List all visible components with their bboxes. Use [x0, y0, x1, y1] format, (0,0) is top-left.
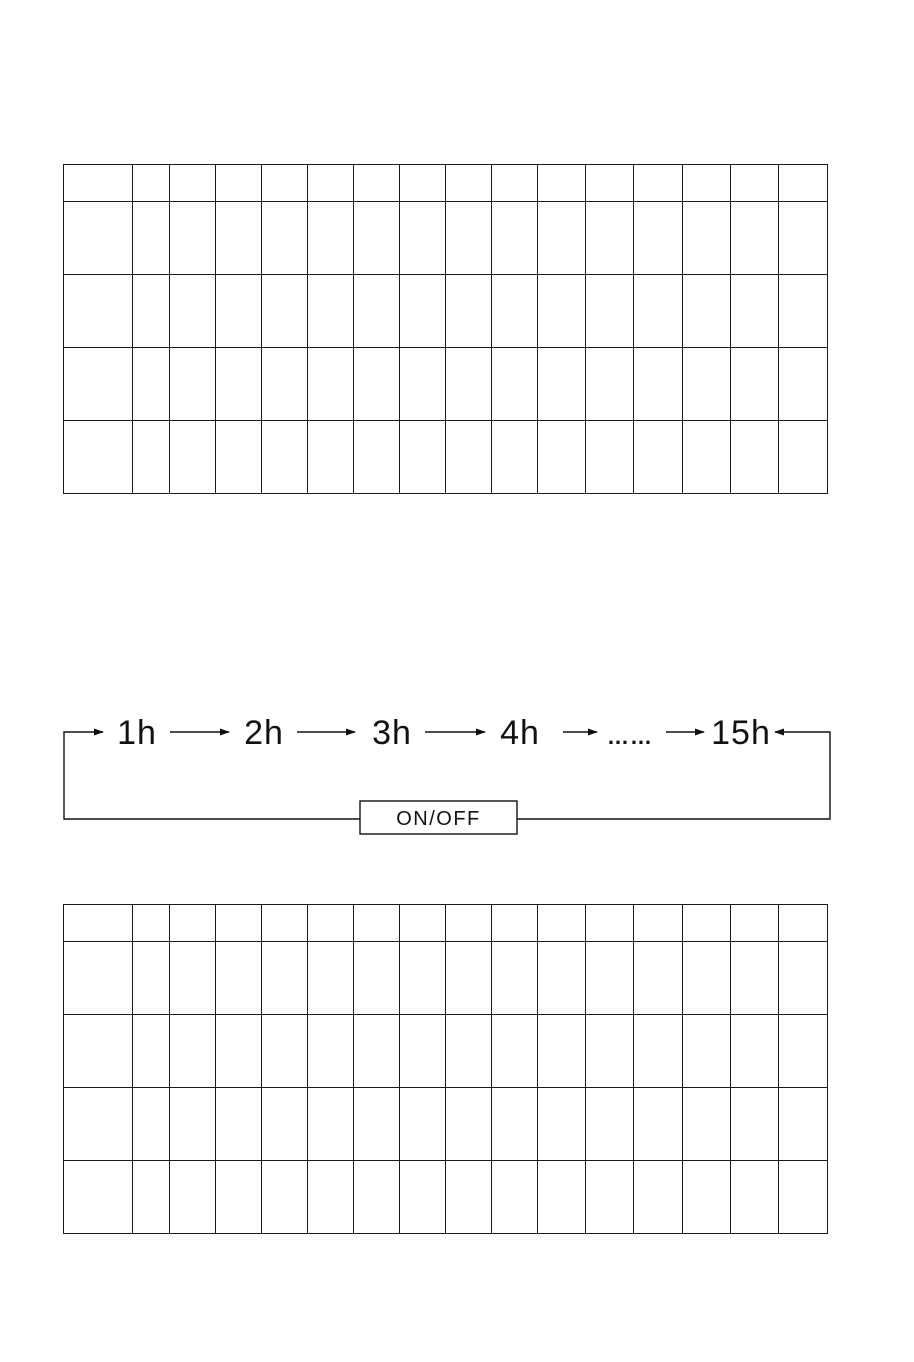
table-cell	[354, 421, 400, 494]
table-cell	[586, 275, 634, 348]
table-cell	[683, 1088, 731, 1161]
table-cell	[308, 1161, 354, 1234]
table-cell	[64, 1161, 133, 1234]
table-cell	[446, 275, 492, 348]
table-cell	[400, 275, 446, 348]
table-cell	[538, 1088, 586, 1161]
table-cell	[400, 1015, 446, 1088]
table-cell	[262, 905, 308, 942]
table-cell	[683, 348, 731, 421]
table-cell	[492, 421, 538, 494]
table-header-row	[64, 165, 828, 202]
table-cell	[634, 348, 683, 421]
table-cell	[446, 905, 492, 942]
table-cell	[492, 202, 538, 275]
table-cell	[262, 1088, 308, 1161]
table-row	[64, 421, 828, 494]
table-cell	[133, 1161, 170, 1234]
table-cell	[170, 165, 216, 202]
table-cell	[216, 1088, 262, 1161]
table-row	[64, 1015, 828, 1088]
table-cell	[492, 1015, 538, 1088]
table-cell	[308, 348, 354, 421]
table-cell	[354, 905, 400, 942]
table-cell	[683, 942, 731, 1015]
table-cell	[133, 165, 170, 202]
table-cell	[492, 165, 538, 202]
table-cell	[731, 202, 779, 275]
table-cell	[779, 1015, 828, 1088]
table-cell	[538, 905, 586, 942]
table-cell	[538, 1161, 586, 1234]
table-cell	[262, 348, 308, 421]
step-label-ellipsis: ……	[607, 724, 653, 749]
table-cell	[586, 905, 634, 942]
table-cell	[634, 942, 683, 1015]
table-cell	[446, 202, 492, 275]
table-cell	[64, 421, 133, 494]
table-cell	[262, 942, 308, 1015]
loop-line-right	[517, 732, 830, 819]
table-cell	[133, 905, 170, 942]
table-cell	[634, 421, 683, 494]
table-cell	[779, 348, 828, 421]
table-cell	[308, 1088, 354, 1161]
table-cell	[492, 1088, 538, 1161]
table-cell	[731, 1015, 779, 1088]
table-cell	[400, 1161, 446, 1234]
table-cell	[634, 905, 683, 942]
table-cell	[731, 1161, 779, 1234]
table-cell	[64, 275, 133, 348]
table-cell	[262, 1161, 308, 1234]
timer-cycle-diagram	[0, 700, 914, 850]
table-cell	[683, 421, 731, 494]
table-cell	[170, 1015, 216, 1088]
table-cell	[586, 165, 634, 202]
table-cell	[683, 275, 731, 348]
table-cell	[586, 942, 634, 1015]
table-cell	[538, 421, 586, 494]
table-cell	[538, 942, 586, 1015]
table-cell	[262, 202, 308, 275]
table-row	[64, 1088, 828, 1161]
table-cell	[400, 421, 446, 494]
table-cell	[634, 165, 683, 202]
table-cell	[216, 275, 262, 348]
grid-table-top	[63, 164, 828, 494]
table-cell	[492, 275, 538, 348]
table-cell	[170, 421, 216, 494]
table-row	[64, 1161, 828, 1234]
table-cell	[683, 165, 731, 202]
table-cell	[683, 1015, 731, 1088]
table-cell	[400, 1088, 446, 1161]
table-cell	[586, 1088, 634, 1161]
table-cell	[586, 202, 634, 275]
table-cell	[354, 942, 400, 1015]
step-label-2h: 2h	[244, 714, 284, 752]
table-cell	[446, 1161, 492, 1234]
table-cell	[634, 1088, 683, 1161]
table-cell	[170, 1161, 216, 1234]
table-cell	[64, 942, 133, 1015]
table-cell	[446, 942, 492, 1015]
table-cell	[308, 202, 354, 275]
on-off-button-label: ON/OFF	[396, 808, 481, 830]
step-label-1h: 1h	[117, 714, 157, 752]
table-cell	[400, 165, 446, 202]
table-row	[64, 202, 828, 275]
table-cell	[216, 165, 262, 202]
table-header-row	[64, 905, 828, 942]
table-cell	[308, 165, 354, 202]
grid-table-bottom	[63, 904, 828, 1234]
table-cell	[492, 1161, 538, 1234]
table-cell	[354, 1161, 400, 1234]
table-cell	[262, 165, 308, 202]
table-cell	[538, 348, 586, 421]
table-cell	[779, 421, 828, 494]
table-cell	[634, 1015, 683, 1088]
table-cell	[354, 165, 400, 202]
table-cell	[400, 348, 446, 421]
table-cell	[354, 275, 400, 348]
table-row	[64, 275, 828, 348]
loop-line-left	[64, 732, 360, 819]
table-cell	[731, 165, 779, 202]
table-cell	[170, 942, 216, 1015]
table-row	[64, 942, 828, 1015]
table-cell	[170, 275, 216, 348]
table-cell	[492, 348, 538, 421]
on-off-button[interactable]	[360, 801, 517, 834]
table-cell	[170, 905, 216, 942]
table-cell	[683, 1161, 731, 1234]
table-cell	[133, 202, 170, 275]
table-cell	[64, 165, 133, 202]
table-cell	[133, 348, 170, 421]
table-cell	[586, 348, 634, 421]
table-cell	[779, 202, 828, 275]
table-cell	[64, 348, 133, 421]
table-cell	[779, 942, 828, 1015]
table-cell	[492, 905, 538, 942]
table-cell	[308, 942, 354, 1015]
table-cell	[133, 1015, 170, 1088]
table-cell	[308, 905, 354, 942]
table-cell	[64, 905, 133, 942]
table-cell	[779, 1088, 828, 1161]
table-cell	[64, 1088, 133, 1161]
table-row	[64, 348, 828, 421]
table-cell	[308, 421, 354, 494]
table-cell	[170, 348, 216, 421]
table-cell	[731, 942, 779, 1015]
table-cell	[400, 202, 446, 275]
table-cell	[446, 421, 492, 494]
table-cell	[308, 275, 354, 348]
table-cell	[446, 165, 492, 202]
table-cell	[634, 202, 683, 275]
table-cell	[216, 905, 262, 942]
table-cell	[634, 275, 683, 348]
table-cell	[779, 165, 828, 202]
table-cell	[133, 1088, 170, 1161]
table-cell	[354, 348, 400, 421]
table-cell	[216, 202, 262, 275]
table-cell	[586, 1015, 634, 1088]
table-cell	[492, 942, 538, 1015]
step-label-3h: 3h	[372, 714, 412, 752]
table-cell	[216, 1161, 262, 1234]
step-label-15h: 15h	[711, 714, 771, 752]
table-cell	[634, 1161, 683, 1234]
table-cell	[354, 1015, 400, 1088]
table-cell	[731, 905, 779, 942]
table-cell	[538, 1015, 586, 1088]
table-cell	[133, 942, 170, 1015]
table-cell	[538, 202, 586, 275]
table-cell	[538, 165, 586, 202]
table-cell	[308, 1015, 354, 1088]
table-cell	[170, 1088, 216, 1161]
table-cell	[216, 942, 262, 1015]
table-cell	[446, 1088, 492, 1161]
table-cell	[586, 421, 634, 494]
table-cell	[262, 275, 308, 348]
table-cell	[262, 421, 308, 494]
table-cell	[683, 905, 731, 942]
table-cell	[216, 421, 262, 494]
table-cell	[731, 421, 779, 494]
table-cell	[170, 202, 216, 275]
table-cell	[400, 942, 446, 1015]
table-cell	[779, 905, 828, 942]
table-cell	[779, 275, 828, 348]
table-cell	[779, 1161, 828, 1234]
table-cell	[133, 275, 170, 348]
table-cell	[586, 1161, 634, 1234]
table-cell	[133, 421, 170, 494]
table-cell	[216, 348, 262, 421]
step-label-4h: 4h	[500, 714, 540, 752]
table-cell	[446, 1015, 492, 1088]
table-cell	[731, 275, 779, 348]
table-cell	[216, 1015, 262, 1088]
table-cell	[400, 905, 446, 942]
table-cell	[354, 1088, 400, 1161]
table-cell	[731, 348, 779, 421]
table-cell	[64, 1015, 133, 1088]
table-cell	[731, 1088, 779, 1161]
table-cell	[538, 275, 586, 348]
table-cell	[354, 202, 400, 275]
table-cell	[446, 348, 492, 421]
table-cell	[64, 202, 133, 275]
table-cell	[262, 1015, 308, 1088]
table-cell	[683, 202, 731, 275]
